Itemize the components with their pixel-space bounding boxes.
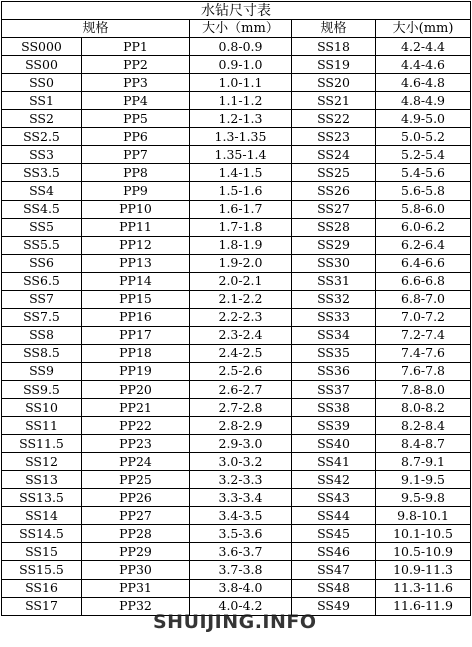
cell-ss-spec-2: SS34	[292, 326, 376, 344]
cell-ss-spec-2: SS46	[292, 543, 376, 561]
table-row	[2, 164, 471, 182]
cell-size-2: 7.8-8.0	[376, 380, 471, 398]
table-row	[2, 218, 471, 236]
cell-pp-spec: PP30	[82, 561, 190, 579]
cell-size: 1.5-1.6	[190, 182, 292, 200]
cell-pp-spec: PP7	[82, 146, 190, 164]
cell-size-2: 5.4-5.6	[376, 164, 471, 182]
header-spec: 规格	[2, 20, 190, 38]
cell-pp-spec: PP13	[82, 254, 190, 272]
cell-size-2: 5.6-5.8	[376, 182, 471, 200]
table-row	[2, 128, 471, 146]
table-row	[2, 507, 471, 525]
cell-ss-spec: SS11	[2, 417, 82, 435]
cell-size: 3.0-3.2	[190, 453, 292, 471]
table-row	[2, 326, 471, 344]
table-title: 水钻尺寸表	[2, 2, 471, 20]
table-row	[2, 471, 471, 489]
cell-pp-spec: PP6	[82, 128, 190, 146]
cell-size: 2.9-3.0	[190, 435, 292, 453]
cell-ss-spec-2: SS35	[292, 344, 376, 362]
cell-size-2: 5.2-5.4	[376, 146, 471, 164]
table-row	[2, 56, 471, 74]
table-row	[2, 453, 471, 471]
cell-size: 1.8-1.9	[190, 236, 292, 254]
cell-ss-spec-2: SS28	[292, 218, 376, 236]
cell-ss-spec: SS15.5	[2, 561, 82, 579]
cell-ss-spec: SS00	[2, 56, 82, 74]
size-table	[1, 1, 471, 616]
cell-pp-spec: PP23	[82, 435, 190, 453]
cell-size: 2.8-2.9	[190, 417, 292, 435]
cell-pp-spec: PP8	[82, 164, 190, 182]
cell-size: 0.9-1.0	[190, 56, 292, 74]
cell-ss-spec: SS14	[2, 507, 82, 525]
cell-pp-spec: PP17	[82, 326, 190, 344]
cell-size: 3.8-4.0	[190, 579, 292, 597]
cell-pp-spec: PP27	[82, 507, 190, 525]
table-row	[2, 92, 471, 110]
rhinestone-size-chart	[1, 1, 470, 616]
cell-ss-spec: SS14.5	[2, 525, 82, 543]
cell-size: 1.0-1.1	[190, 74, 292, 92]
cell-pp-spec: PP28	[82, 525, 190, 543]
cell-size-2: 7.2-7.4	[376, 326, 471, 344]
cell-ss-spec: SS0	[2, 74, 82, 92]
cell-ss-spec-2: SS33	[292, 308, 376, 326]
cell-size-2: 9.8-10.1	[376, 507, 471, 525]
header-spec-2: 规格	[292, 20, 376, 38]
cell-ss-spec: SS13.5	[2, 489, 82, 507]
cell-ss-spec-2: SS49	[292, 597, 376, 615]
cell-size-2: 6.4-6.6	[376, 254, 471, 272]
table-row	[2, 597, 471, 615]
cell-pp-spec: PP18	[82, 344, 190, 362]
cell-ss-spec: SS4	[2, 182, 82, 200]
cell-size-2: 7.4-7.6	[376, 344, 471, 362]
table-row	[2, 579, 471, 597]
cell-ss-spec: SS5.5	[2, 236, 82, 254]
watermark-logo: SHUIJING.INFO	[153, 611, 317, 633]
title-row	[2, 2, 471, 20]
cell-size: 3.3-3.4	[190, 489, 292, 507]
cell-size: 2.4-2.5	[190, 344, 292, 362]
cell-size-2: 11.6-11.9	[376, 597, 471, 615]
table-row	[2, 417, 471, 435]
cell-pp-spec: PP1	[82, 38, 190, 56]
cell-size: 3.6-3.7	[190, 543, 292, 561]
cell-pp-spec: PP14	[82, 272, 190, 290]
table-row	[2, 344, 471, 362]
table-row	[2, 399, 471, 417]
table-row	[2, 435, 471, 453]
cell-size-2: 10.5-10.9	[376, 543, 471, 561]
table-row	[2, 74, 471, 92]
cell-ss-spec: SS13	[2, 471, 82, 489]
cell-ss-spec: SS6	[2, 254, 82, 272]
cell-ss-spec-2: SS32	[292, 290, 376, 308]
cell-ss-spec-2: SS29	[292, 236, 376, 254]
cell-pp-spec: PP32	[82, 597, 190, 615]
cell-ss-spec: SS7.5	[2, 308, 82, 326]
cell-size: 0.8-0.9	[190, 38, 292, 56]
cell-size-2: 7.0-7.2	[376, 308, 471, 326]
cell-ss-spec: SS7	[2, 290, 82, 308]
table-row	[2, 254, 471, 272]
cell-ss-spec: SS17	[2, 597, 82, 615]
cell-pp-spec: PP31	[82, 579, 190, 597]
cell-ss-spec: SS16	[2, 579, 82, 597]
cell-ss-spec-2: SS44	[292, 507, 376, 525]
cell-size-2: 8.0-8.2	[376, 399, 471, 417]
cell-ss-spec-2: SS36	[292, 362, 376, 380]
cell-ss-spec-2: SS20	[292, 74, 376, 92]
cell-pp-spec: PP5	[82, 110, 190, 128]
cell-ss-spec-2: SS22	[292, 110, 376, 128]
cell-size-2: 6.8-7.0	[376, 290, 471, 308]
table-row	[2, 200, 471, 218]
cell-size-2: 9.5-9.8	[376, 489, 471, 507]
cell-size-2: 8.4-8.7	[376, 435, 471, 453]
header-row	[2, 20, 471, 38]
cell-size: 3.4-3.5	[190, 507, 292, 525]
cell-size: 1.2-1.3	[190, 110, 292, 128]
cell-ss-spec: SS15	[2, 543, 82, 561]
cell-size: 2.6-2.7	[190, 380, 292, 398]
cell-ss-spec-2: SS37	[292, 380, 376, 398]
cell-pp-spec: PP16	[82, 308, 190, 326]
cell-pp-spec: PP19	[82, 362, 190, 380]
cell-ss-spec-2: SS42	[292, 471, 376, 489]
cell-ss-spec: SS6.5	[2, 272, 82, 290]
cell-size: 3.5-3.6	[190, 525, 292, 543]
cell-ss-spec: SS9	[2, 362, 82, 380]
cell-ss-spec-2: SS21	[292, 92, 376, 110]
cell-size: 2.3-2.4	[190, 326, 292, 344]
cell-size-2: 6.6-6.8	[376, 272, 471, 290]
cell-pp-spec: PP24	[82, 453, 190, 471]
cell-size: 2.1-2.2	[190, 290, 292, 308]
cell-ss-spec-2: SS41	[292, 453, 376, 471]
cell-size-2: 8.2-8.4	[376, 417, 471, 435]
cell-pp-spec: PP22	[82, 417, 190, 435]
cell-pp-spec: PP2	[82, 56, 190, 74]
cell-ss-spec: SS2.5	[2, 128, 82, 146]
cell-pp-spec: PP21	[82, 399, 190, 417]
cell-pp-spec: PP10	[82, 200, 190, 218]
cell-ss-spec: SS4.5	[2, 200, 82, 218]
cell-size: 1.4-1.5	[190, 164, 292, 182]
cell-size-2: 5.8-6.0	[376, 200, 471, 218]
cell-pp-spec: PP11	[82, 218, 190, 236]
cell-ss-spec: SS8	[2, 326, 82, 344]
cell-size-2: 5.0-5.2	[376, 128, 471, 146]
cell-size-2: 6.0-6.2	[376, 218, 471, 236]
cell-ss-spec-2: SS23	[292, 128, 376, 146]
cell-ss-spec-2: SS43	[292, 489, 376, 507]
table-row	[2, 308, 471, 326]
cell-ss-spec-2: SS48	[292, 579, 376, 597]
cell-ss-spec: SS3	[2, 146, 82, 164]
table-row	[2, 290, 471, 308]
cell-size: 2.5-2.6	[190, 362, 292, 380]
table-row	[2, 525, 471, 543]
cell-pp-spec: PP3	[82, 74, 190, 92]
cell-size: 1.9-2.0	[190, 254, 292, 272]
cell-ss-spec-2: SS31	[292, 272, 376, 290]
table-row	[2, 236, 471, 254]
table-row	[2, 146, 471, 164]
table-row	[2, 561, 471, 579]
cell-ss-spec: SS5	[2, 218, 82, 236]
cell-size: 3.2-3.3	[190, 471, 292, 489]
cell-ss-spec-2: SS24	[292, 146, 376, 164]
cell-ss-spec-2: SS26	[292, 182, 376, 200]
cell-pp-spec: PP26	[82, 489, 190, 507]
cell-pp-spec: PP15	[82, 290, 190, 308]
cell-size: 3.7-3.8	[190, 561, 292, 579]
table-row	[2, 182, 471, 200]
cell-size: 1.6-1.7	[190, 200, 292, 218]
cell-ss-spec-2: SS40	[292, 435, 376, 453]
cell-ss-spec: SS2	[2, 110, 82, 128]
cell-size: 1.3-1.35	[190, 128, 292, 146]
cell-size-2: 4.4-4.6	[376, 56, 471, 74]
cell-size: 4.0-4.2	[190, 597, 292, 615]
cell-pp-spec: PP12	[82, 236, 190, 254]
cell-size-2: 4.2-4.4	[376, 38, 471, 56]
cell-ss-spec: SS10	[2, 399, 82, 417]
cell-ss-spec: SS8.5	[2, 344, 82, 362]
table-row	[2, 272, 471, 290]
cell-ss-spec-2: SS47	[292, 561, 376, 579]
cell-ss-spec-2: SS39	[292, 417, 376, 435]
cell-size-2: 4.8-4.9	[376, 92, 471, 110]
cell-pp-spec: PP20	[82, 380, 190, 398]
table-row	[2, 362, 471, 380]
header-size: 大小（mm）	[190, 20, 292, 38]
cell-ss-spec: SS1	[2, 92, 82, 110]
cell-size-2: 10.9-11.3	[376, 561, 471, 579]
cell-size: 1.35-1.4	[190, 146, 292, 164]
cell-size: 1.7-1.8	[190, 218, 292, 236]
cell-ss-spec-2: SS27	[292, 200, 376, 218]
cell-ss-spec: SS9.5	[2, 380, 82, 398]
cell-size-2: 4.6-4.8	[376, 74, 471, 92]
table-body	[2, 38, 471, 616]
cell-size: 2.7-2.8	[190, 399, 292, 417]
cell-pp-spec: PP25	[82, 471, 190, 489]
table-row	[2, 543, 471, 561]
cell-pp-spec: PP4	[82, 92, 190, 110]
cell-ss-spec: SS3.5	[2, 164, 82, 182]
cell-size-2: 7.6-7.8	[376, 362, 471, 380]
cell-ss-spec-2: SS38	[292, 399, 376, 417]
cell-size-2: 8.7-9.1	[376, 453, 471, 471]
cell-pp-spec: PP9	[82, 182, 190, 200]
cell-ss-spec: SS11.5	[2, 435, 82, 453]
header-size-2: 大小(mm)	[376, 20, 471, 38]
cell-size: 2.2-2.3	[190, 308, 292, 326]
cell-ss-spec-2: SS19	[292, 56, 376, 74]
cell-ss-spec-2: SS25	[292, 164, 376, 182]
cell-ss-spec-2: SS45	[292, 525, 376, 543]
cell-size: 2.0-2.1	[190, 272, 292, 290]
cell-size-2: 11.3-11.6	[376, 579, 471, 597]
table-row	[2, 38, 471, 56]
cell-size-2: 9.1-9.5	[376, 471, 471, 489]
table-row	[2, 110, 471, 128]
cell-size-2: 4.9-5.0	[376, 110, 471, 128]
cell-size: 1.1-1.2	[190, 92, 292, 110]
cell-ss-spec-2: SS30	[292, 254, 376, 272]
cell-size-2: 10.1-10.5	[376, 525, 471, 543]
cell-size-2: 6.2-6.4	[376, 236, 471, 254]
cell-ss-spec: SS000	[2, 38, 82, 56]
table-row	[2, 380, 471, 398]
table-row	[2, 489, 471, 507]
cell-pp-spec: PP29	[82, 543, 190, 561]
cell-ss-spec: SS12	[2, 453, 82, 471]
cell-ss-spec-2: SS18	[292, 38, 376, 56]
